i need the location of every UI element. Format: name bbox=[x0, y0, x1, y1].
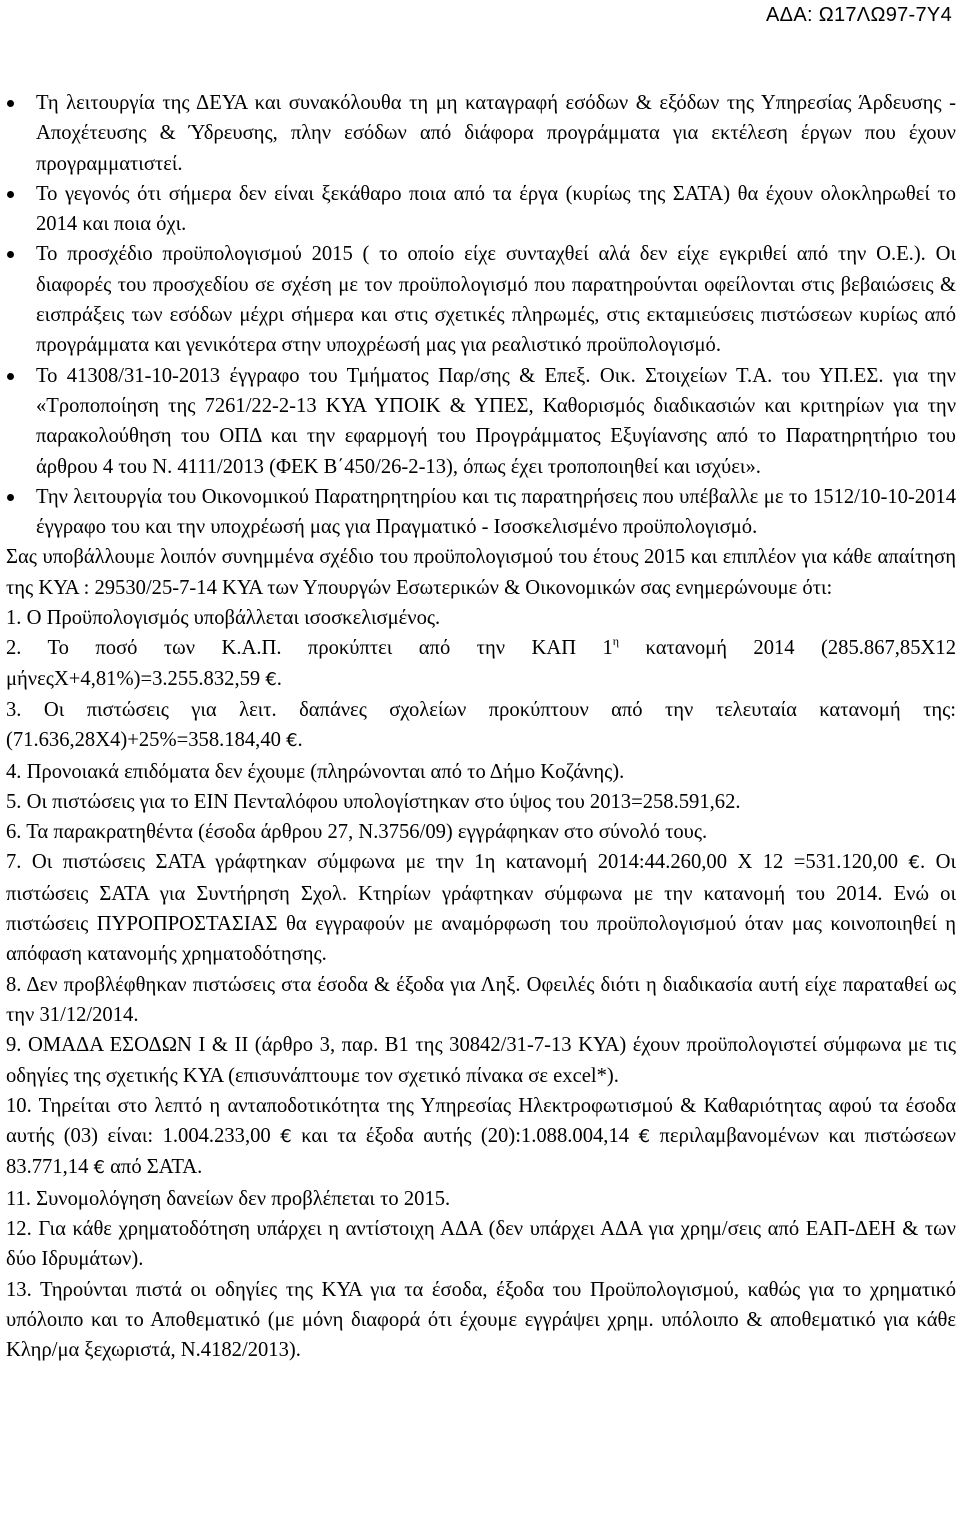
item-12: 12. Για κάθε χρηματοδότηση υπάρχει η αντίστοιχη ΑΔΑ (δεν υπάρχει ΑΔΑ για χρημ/σεις από ΕΑΠ-ΔΕΗ & των δύο Ιδρυμάτων). bbox=[6, 1217, 956, 1271]
item-1: 1. Ο Προϋπολογισμός υποβάλλεται ισοσκελισμένος. bbox=[6, 607, 441, 630]
euro-symbol: € bbox=[908, 852, 920, 874]
intro-paragraph: Σας υποβάλλουμε λοιπόν συνημμένα σχέδιο του προϋπολογισμού του έτους 2015 και επιπλέον για κάθε απαίτηση της ΚΥΑ : 29530/25-7-14 ΚΥΑ των Υπουργών Εσωτερικών & Οικονομικών σας ενημερώνουμε ότι: bbox=[6, 546, 956, 599]
item-2: 2. Το ποσό των Κ.Α.Π. προκύπτει από την ΚΑΠ $1^\eta$ κατανομή 2014 (285.867,85Χ12 μήνεςΧ+4,81%)=3.255.832,59 €. bbox=[6, 634, 956, 690]
item-9: 9. ΟΜΑΔΑ ΕΣΟΔΩΝ Ι & ΙΙ (άρθρο 3, παρ. Β1 της 30842/31-7-13 ΚΥΑ) έχουν προϋπολογιστεί σύμφωνα με τις οδηγίες της σχετικής ΚΥΑ (επισυνάπτουμε τον σχετικό πίνακα σε excel*). bbox=[6, 1034, 956, 1087]
list-item: Τη λειτουργία της ΔΕΥΑ και συνακόλουθα τη μη καταγραφή εσόδων & εξόδων της Υπηρεσίας Άρδευσης - Αποχέτευσης & Ύδρευσης, πλην εσόδων από διάφορα προγράμματα για εκτέλεση έργων που έχουν προγραμματιστεί. bbox=[6, 88, 956, 179]
item-5: 5. Οι πιστώσεις για το ΕΙΝ Πενταλόφου υπολογίστηκαν στο ύψος του 2013=258.591,62. bbox=[6, 790, 741, 813]
item-6: 6. Τα παρακρατηθέντα (έσοδα άρθρου 27, Ν.3756/09) εγγράφηκαν στο σύνολό τους. bbox=[6, 821, 708, 844]
item-8: 8. Δεν προβλέφθηκαν πιστώσεις στα έσοδα & έξοδα για Ληξ. Οφειλές διότι η διαδικασία αυτή είχε παραταθεί ως την 31/12/2014. bbox=[6, 973, 956, 1026]
item-10: 10. Τηρείται στο λεπτό η ανταποδοτικότητα της Υπηρεσίας Ηλεκτροφωτισμού & Καθαριότητας αφού τα έσοδα αυτής (03) είναι: 1.004.233,00 € και τα έξοδα αυτής (20):1.088.004,14 € περιλαμβανομένων και πιστώσεων 83.771,14 € από ΣΑΤΑ. bbox=[6, 1094, 956, 1179]
euro-symbol: € bbox=[280, 1126, 292, 1148]
euro-symbol: € bbox=[93, 1157, 105, 1179]
list-item: Το προσχέδιο προϋπολογισμού 2015 ( το οποίο είχε συνταχθεί αλά δεν είχε εγκριθεί από την Ο.Ε.). Οι διαφορές του προσχεδίου σε σχέση με τον προϋπολογισμό που παρατηρούνται οφείλονται στις βεβαιώσεις & εισπράξεις των εσόδων μέχρι σήμερα και στις σχετικές πληρωμές, στις εκταμιεύσεις πιστώσεων κυρίως από προγράμματα και γενικότερα στην υποχρέωσή μας για ρεαλιστικό προϋπολογισμό. bbox=[6, 239, 956, 360]
euro-symbol: € bbox=[265, 668, 277, 690]
list-item: Το γεγονός ότι σήμερα δεν είναι ξεκάθαρο ποια από τα έργα (κυρίως της ΣΑΤΑ) θα έχουν ολοκληρωθεί το 2014 και ποια όχι. bbox=[6, 179, 956, 240]
item-7: 7. Οι πιστώσεις ΣΑΤΑ γράφτηκαν σύμφωνα με την 1η κατανομή 2014:44.260,00 Χ 12 =531.120,00 €. Οι πιστώσεις ΣΑΤΑ για Συντήρηση Σχολ. Κτηρίων γράφτηκαν σύμφωνα με την κατανομή του 2014. Ενώ οι πιστώσεις ΠΥΡΟΠΡΟΣΤΑΣΙΑΣ θα εγγραφούν με αναμόρφωση του προϋπολογισμού όταν μας κοινοποιηθεί η απόφαση κατανομής χρηματοδότησης. bbox=[6, 851, 956, 966]
list-item: Το 41308/31-10-2013 έγγραφο του Τμήματος Παρ/σης & Επεξ. Οικ. Στοιχείων Τ.Α. του ΥΠ.ΕΣ. για την «Τροποποίηση της 7261/22-2-13 ΚΥΑ ΥΠΟΙΚ & ΥΠΕΣ, Καθορισμός διαδικασιών και κριτηρίων για την παρακολούθηση του ΟΠΔ και την εφαρμογή του Προγράμματος Εξυγίανσης από το Παρατηρητήριο του άρθρου 4 του Ν. 4111/2013 (ΦΕΚ Β΄450/26-2-13), όπως έχει τροποποιηθεί και ισχύει». bbox=[6, 361, 956, 482]
item-3: 3. Οι πιστώσεις για λειτ. δαπάνες σχολείων προκύπτουν από την τελευταία κατανομή της: (71.636,28Χ4)+25%=358.184,40 €. bbox=[6, 698, 956, 752]
euro-symbol: € bbox=[286, 730, 298, 752]
document-body bbox=[6, 88, 956, 1365]
considerations-list bbox=[6, 88, 956, 542]
item-4: 4. Προνοιακά επιδόματα δεν έχουμε (πληρώνονται από το Δήμο Κοζάνης). bbox=[6, 760, 625, 783]
item-11: 11. Συνομολόγηση δανείων δεν προβλέπεται το 2015. bbox=[6, 1187, 451, 1210]
item-13: 13. Τηρούνται πιστά οι οδηγίες της ΚΥΑ για τα έσοδα, έξοδα του Προϋπολογισμού, καθώς για το χρηματικό υπόλοιπο και το Αποθεματικό (με μόνη διαφορά ότι έχουμε εγγράψει χρημ. υπόλοιπο & αποθεματικό για κάθε Κληρ/μα ξεχωριστά, Ν.4182/2013). bbox=[6, 1278, 956, 1362]
ada-header: ΑΔΑ: Ω17ΛΩ97-7Υ4 bbox=[766, 4, 952, 26]
euro-symbol: € bbox=[638, 1126, 651, 1148]
list-item: Την λειτουργία του Οικονομικού Παρατηρητηρίου και τις παρατηρήσεις που υπέβαλλε με το 1512/10-10-2014 έγγραφο του και την υποχρέωσή μας για Πραγματικό - Ισοσκελισμένο προϋπολογισμό. bbox=[6, 482, 956, 543]
